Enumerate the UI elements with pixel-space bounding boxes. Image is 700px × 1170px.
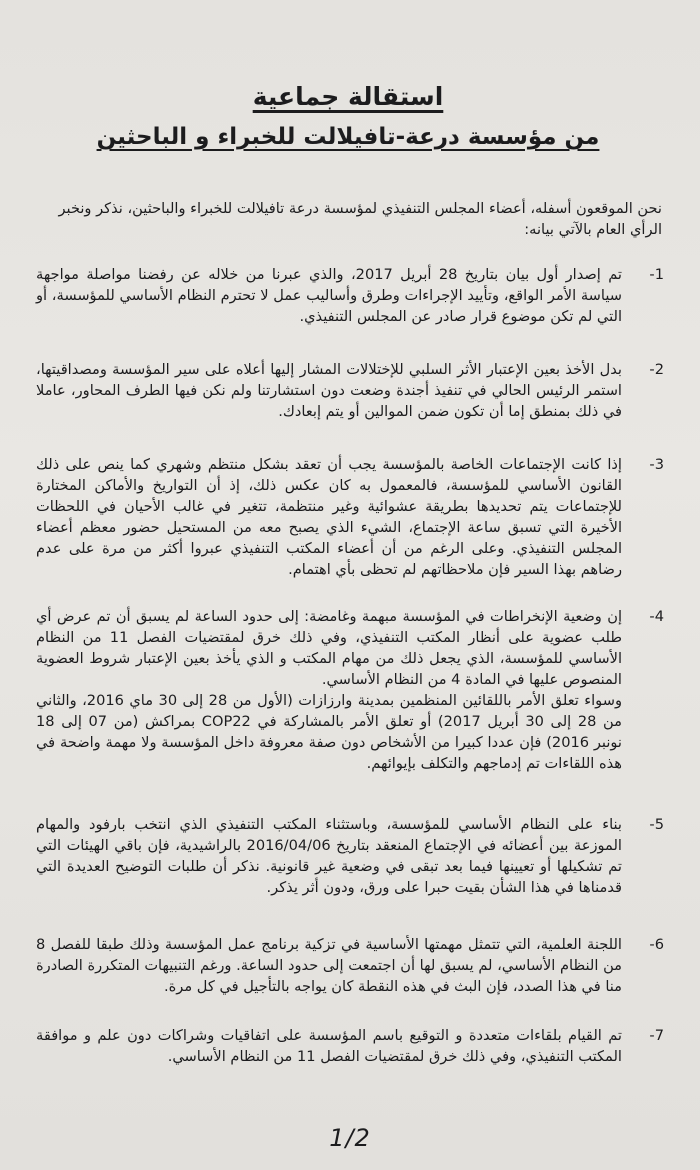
item-number: 6- xyxy=(649,936,664,953)
item-paragraph: بدل الأخذ بعين الإعتبار الأثر السلبي للإختلالات المشار إليها أعلاه على سير المؤسسة ومصداقيتها، استمر الرئيس الحالي في تنفيذ أجندة وضعت دون استشارتنا ولم نكن فيها الطرف المحاور، عاملا في ذلك بمنطق إما أن تكون ضمن الموالين أو يتم إبعادك. xyxy=(36,361,622,420)
item-body xyxy=(30,359,622,422)
list-item xyxy=(30,606,666,774)
list-item xyxy=(30,934,666,997)
item-number: 4- xyxy=(649,608,664,625)
item-paragraph: إن وضعية الإنخراطات في المؤسسة مبهمة وغامضة: إلى حدود الساعة لم يسبق أن تم عرض أي طلب عضوية على أنظار المكتب التنفيذي، وفي ذلك خرق لمقتضيات الفصل 11 من النظام الأساسي للمؤسسة، الذي يجعل ذلك من مهام المكتب و الذي يأخذ بعين الإعتبار شروط العضوية المنصوص عليها في المادة 4 من النظام الأساسي. xyxy=(36,608,622,688)
item-number: 1- xyxy=(649,266,664,283)
item-body xyxy=(30,934,622,997)
item-paragraph: وسواء تعلق الأمر باللقائين المنظمين بمدينة وارزازات (الأول من 28 إلى 30 ماي 2016، والثاني من 28 إلى 30 أبريل 2017) أو تعلق الأمر بالمشاركة في COP22 بمراكش (من 07 إلى 18 نونبر 2016) فإن عددا كبيرا من الأشخاص دون صفة معروفة داخل المؤسسة ولا مهمة واضحة في هذه اللقاءات تم إدماجهم والتكلف بإيوائهم. xyxy=(36,692,622,772)
item-paragraph: بناء على النظام الأساسي للمؤسسة، وباستثناء المكتب التنفيذي الذي انتخب بارفود والمهام الموزعة بين أعضائه في الإجتماع المنعقد بتاريخ 2016/04/06 بالراشيدية، فإن باقي الهيئات التي تم تشكيلها أو تعيينها فيما بعد تبقى في وضعية غير قانونية. نذكر أن طلبات التوضيح العديدة التي قدمناها في هذا الشأن بقيت حبرا على ورق، ودون أثر يذكر. xyxy=(36,816,622,896)
item-number: 5- xyxy=(649,816,664,833)
item-number: 7- xyxy=(649,1027,664,1044)
intro-paragraph: نحن الموقعون أسفله، أعضاء المجلس التنفيذي لمؤسسة درعة تافيلالت للخبراء والباحثين، نذكر ونخبر الرأي العام بالآتي بيانه: xyxy=(58,200,662,238)
item-body xyxy=(30,454,622,580)
numbered-list xyxy=(30,264,666,1067)
item-body xyxy=(30,264,622,327)
list-item xyxy=(30,264,666,327)
list-item xyxy=(30,359,666,422)
item-number: 3- xyxy=(649,456,664,473)
item-paragraph: إذا كانت الإجتماعات الخاصة بالمؤسسة يجب أن تعقد بشكل منتظم وشهري كما ينص على ذلك القانون الأساسي للمؤسسة، فالمعمول به كان عكس ذلك، إذ أن التواريخ والأماكن المختارة للإجتماعات يتم تحديدها بطريقة عشوائية وغير منتظمة، تتغير في غالب الأحيان في اللحظات الأخيرة التي تسبق ساعة الإجتماع، الشيء الذي يصبح معه من المستحيل حضور معظم أعضاء المجلس التنفيذي. وعلى الرغم من أن أعضاء المكتب التنفيذي عبروا أكثر من مرة على عدم رضاهم بهذا السير فإن ملاحظاتهم لم تحظى بأي اهتمام. xyxy=(36,456,622,578)
item-body xyxy=(30,1025,622,1067)
item-number: 2- xyxy=(649,361,664,378)
item-body xyxy=(30,606,622,774)
page-number: 1/2 xyxy=(329,1124,371,1152)
list-item xyxy=(30,454,666,580)
item-paragraph: اللجنة العلمية، التي تتمثل مهمتها الأساسية في تزكية برنامج عمل المؤسسة وذلك طبقا للفصل 8 من النظام الأساسي، لم يسبق لها أن اجتمعت إلى حدود الساعة. ورغم التنبيهات المتكررة الصادرة منا في هذا الصدد، فإن البث في هذه النقطة كان يواجه بالتأجيل في كل مرة. xyxy=(36,936,622,995)
item-paragraph: تم إصدار أول بيان بتاريخ 28 أبريل 2017، والذي عبرنا من خلاله عن رفضنا مواصلة مواجهة سياسة الأمر الواقع، وتأييد الإجراءات وطرق وأساليب عمل لا تحترم النظام الأساسي للمؤسسة، أو التي لم تكن موضوع قرار صادر عن المجلس التنفيذي. xyxy=(36,266,622,325)
item-paragraph: تم القيام بلقاءات متعددة و التوقيع باسم المؤسسة على اتفاقيات وشراكات دون علم و موافقة المكتب التنفيذي، وفي ذلك خرق لمقتضيات الفصل 11 من النظام الأساسي. xyxy=(36,1027,622,1065)
document-subtitle: من مؤسسة درعة-تافيلالت للخبراء و الباحثين xyxy=(96,124,600,150)
item-body xyxy=(30,814,622,898)
list-item xyxy=(30,1025,666,1067)
list-item xyxy=(30,814,666,898)
document-title: استقالة جماعية xyxy=(252,82,444,111)
